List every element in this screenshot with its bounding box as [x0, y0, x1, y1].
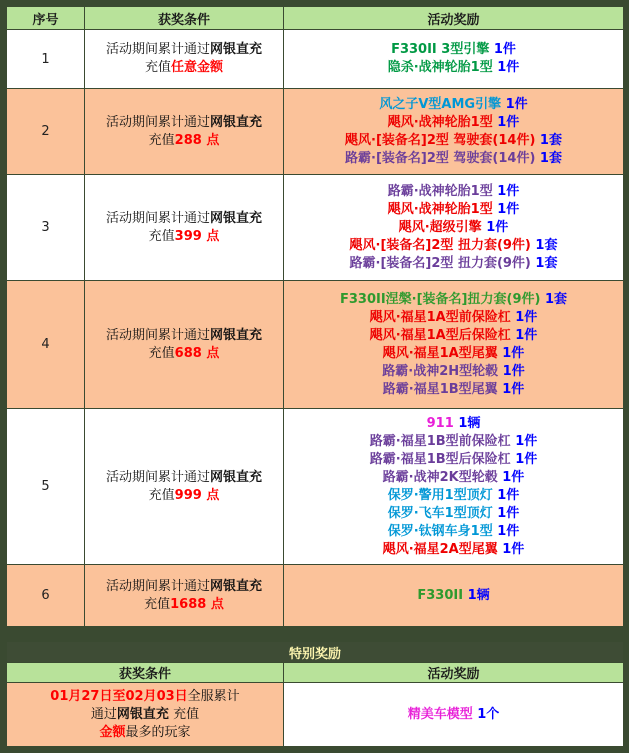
reward-item: 飓风·战神轮胎1型 [387, 114, 493, 130]
condition-line2: 充值 [148, 228, 175, 244]
reward-qty: 1件 [497, 487, 520, 503]
special-cond-amount: 金额 [99, 724, 126, 740]
reward-item: F330II 3型引擎 [391, 42, 490, 57]
condition-unit: 点 [201, 487, 220, 503]
table-row [7, 89, 624, 175]
special-dates: 01月27日至02月03日 [50, 688, 188, 704]
special-cond-part1: 全服累计 [187, 688, 240, 704]
reward-line [284, 523, 623, 541]
reward-line [284, 219, 623, 237]
reward-qty: 1件 [502, 541, 525, 557]
row-condition [85, 175, 284, 281]
condition-unit: 点 [206, 596, 224, 612]
reward-item: 保罗·钛钢车身1型 [387, 523, 493, 539]
reward-item: 飓风·[装备名]2型 驾驶套(14件) [345, 132, 536, 148]
table-header-row [7, 7, 624, 30]
reward-item: 飓风·福星2A型尾翼 [382, 541, 498, 557]
header-reward: 活动奖励 [284, 7, 624, 30]
reward-item: F330II涅槃·[装备名]扭力套(9件) [339, 291, 541, 307]
reward-qty: 1套 [535, 255, 558, 271]
row-number: 1 [7, 30, 85, 89]
reward-item: 隐杀·战神轮胎1型 [387, 60, 493, 75]
row-number: 3 [7, 175, 85, 281]
special-cond-part4: 最多的玩家 [125, 724, 191, 740]
special-reward-item: 精美车模型 [407, 706, 473, 722]
special-header-row [7, 663, 624, 683]
condition-bold: 网银直充 [210, 114, 263, 130]
reward-line [284, 114, 623, 132]
reward-item: 路霸·战神2K型轮毂 [382, 469, 498, 485]
reward-qty: 1件 [515, 309, 538, 325]
reward-item: 飓风·福星1A型尾翼 [382, 345, 498, 361]
reward-line [284, 541, 623, 559]
reward-qty: 1件 [497, 183, 520, 199]
reward-item: 路霸·福星1B型前保险杠 [369, 433, 511, 449]
special-reward [284, 683, 624, 747]
row-number: 2 [7, 89, 85, 175]
reward-qty: 1辆 [458, 415, 481, 431]
reward-item: 飓风·超级引擎 [398, 219, 482, 235]
reward-table [6, 6, 624, 627]
condition-bold: 网银直充 [210, 469, 263, 485]
condition-line2: 充值 [148, 487, 175, 503]
condition-amount: 399 [174, 228, 202, 244]
row-condition [85, 281, 284, 409]
reward-line [284, 291, 623, 309]
reward-line [284, 309, 623, 327]
reward-qty: 1件 [497, 114, 520, 130]
reward-item: 路霸·福星1B型后保险杠 [369, 451, 511, 467]
reward-item: 保罗·警用1型顶灯 [387, 487, 493, 503]
row-rewards [284, 565, 624, 627]
reward-line [284, 183, 623, 201]
header-no: 序号 [7, 7, 85, 30]
reward-item: 保罗·飞车1型顶灯 [387, 505, 493, 521]
condition-amount: 288 [174, 132, 202, 148]
reward-line [284, 415, 623, 433]
reward-qty: 1件 [486, 219, 509, 235]
reward-qty: 1套 [539, 132, 562, 148]
special-row [7, 683, 624, 747]
condition-line2: 充值 [148, 345, 175, 361]
reward-line [284, 487, 623, 505]
reward-qty: 1辆 [467, 587, 490, 603]
reward-line [284, 41, 623, 59]
header-condition: 获奖条件 [85, 7, 284, 30]
reward-item: 路霸·[装备名]2型 驾驶套(14件) [345, 150, 536, 166]
reward-line [284, 132, 623, 150]
table-row [7, 409, 624, 565]
reward-qty: 1件 [515, 433, 538, 449]
reward-line [284, 96, 623, 114]
reward-item: F330II [417, 587, 464, 603]
condition-bold: 网银直充 [210, 210, 263, 226]
reward-line [284, 59, 623, 77]
reward-qty: 1件 [502, 469, 525, 485]
condition-prefix: 活动期间累计通过 [105, 42, 210, 57]
row-number: 6 [7, 565, 85, 627]
reward-item: 飓风·战神轮胎1型 [387, 201, 493, 217]
condition-prefix: 活动期间累计通过 [105, 578, 210, 594]
special-title: 特别奖励 [7, 642, 624, 663]
reward-qty: 1件 [505, 96, 528, 112]
special-reward-table [6, 641, 624, 747]
condition-line2: 充值 [144, 596, 171, 612]
reward-line [284, 381, 623, 399]
reward-line [284, 150, 623, 168]
reward-item: 飓风·福星1A型后保险杠 [369, 327, 511, 343]
row-number: 4 [7, 281, 85, 409]
reward-qty: 1套 [535, 237, 558, 253]
reward-qty: 1件 [502, 345, 525, 361]
table-row [7, 281, 624, 409]
reward-line [284, 201, 623, 219]
condition-prefix: 活动期间累计通过 [105, 469, 210, 485]
condition-unit: 点 [201, 132, 220, 148]
condition-prefix: 活动期间累计通过 [105, 114, 210, 130]
special-header-condition: 获奖条件 [7, 663, 284, 683]
table-body [7, 30, 624, 627]
reward-line [284, 255, 623, 273]
condition-prefix: 活动期间累计通过 [105, 327, 210, 343]
reward-qty: 1件 [502, 381, 525, 397]
condition-amount: 688 [174, 345, 202, 361]
reward-qty: 1套 [544, 291, 568, 307]
reward-item: 路霸·[装备名]2型 扭力套(9件) [349, 255, 531, 271]
reward-line [284, 237, 623, 255]
special-cond-bold: 网银直充 [116, 706, 169, 722]
special-cond-part2: 通过 [90, 706, 117, 722]
condition-bold: 网银直充 [210, 578, 263, 594]
condition-prefix: 活动期间累计通过 [105, 210, 210, 226]
special-title-row [7, 642, 624, 663]
condition-amount: 1688 [170, 596, 207, 612]
row-condition [85, 565, 284, 627]
row-rewards [284, 409, 624, 565]
row-number: 5 [7, 409, 85, 565]
condition-unit: 点 [201, 345, 220, 361]
table-row [7, 175, 624, 281]
special-header-reward: 活动奖励 [284, 663, 624, 683]
reward-line [284, 451, 623, 469]
reward-qty: 1件 [497, 523, 520, 539]
reward-line [284, 327, 623, 345]
row-rewards [284, 30, 624, 89]
row-rewards [284, 281, 624, 409]
condition-line2: 充值 [144, 60, 171, 75]
reward-qty: 1件 [502, 363, 525, 379]
row-condition [85, 409, 284, 565]
reward-line [284, 469, 623, 487]
reward-item: 路霸·战神2H型轮毂 [382, 363, 499, 379]
reward-item: 911 [426, 415, 454, 431]
reward-item: 风之子V型AMG引擎 [379, 96, 502, 112]
condition-line2: 充值 [148, 132, 175, 148]
reward-item: 飓风·福星1A型前保险杠 [369, 309, 511, 325]
reward-item: 路霸·福星1B型尾翼 [382, 381, 498, 397]
special-reward-qty: 1个 [477, 706, 500, 722]
reward-line [284, 587, 623, 605]
reward-qty: 1件 [515, 327, 538, 343]
row-rewards [284, 89, 624, 175]
special-condition [7, 683, 284, 747]
condition-amount: 999 [174, 487, 202, 503]
reward-line [284, 433, 623, 451]
reward-qty: 1套 [539, 150, 562, 166]
row-rewards [284, 175, 624, 281]
reward-qty: 1件 [497, 60, 520, 75]
reward-item: 飓风·[装备名]2型 扭力套(9件) [349, 237, 531, 253]
special-cond-part3: 充值 [168, 706, 200, 722]
reward-line [284, 505, 623, 523]
condition-unit: 点 [201, 228, 220, 244]
reward-qty: 1件 [515, 451, 538, 467]
row-condition [85, 30, 284, 89]
reward-item: 路霸·战神轮胎1型 [387, 183, 493, 199]
row-condition [85, 89, 284, 175]
condition-bold: 网银直充 [210, 327, 263, 343]
reward-qty: 1件 [497, 505, 520, 521]
reward-qty: 1件 [497, 201, 520, 217]
reward-line [284, 345, 623, 363]
table-row [7, 30, 624, 89]
reward-qty: 1件 [493, 42, 516, 57]
table-row [7, 565, 624, 627]
condition-bold: 网银直充 [210, 42, 263, 57]
reward-line [284, 363, 623, 381]
condition-amount: 任意金额 [171, 60, 224, 75]
